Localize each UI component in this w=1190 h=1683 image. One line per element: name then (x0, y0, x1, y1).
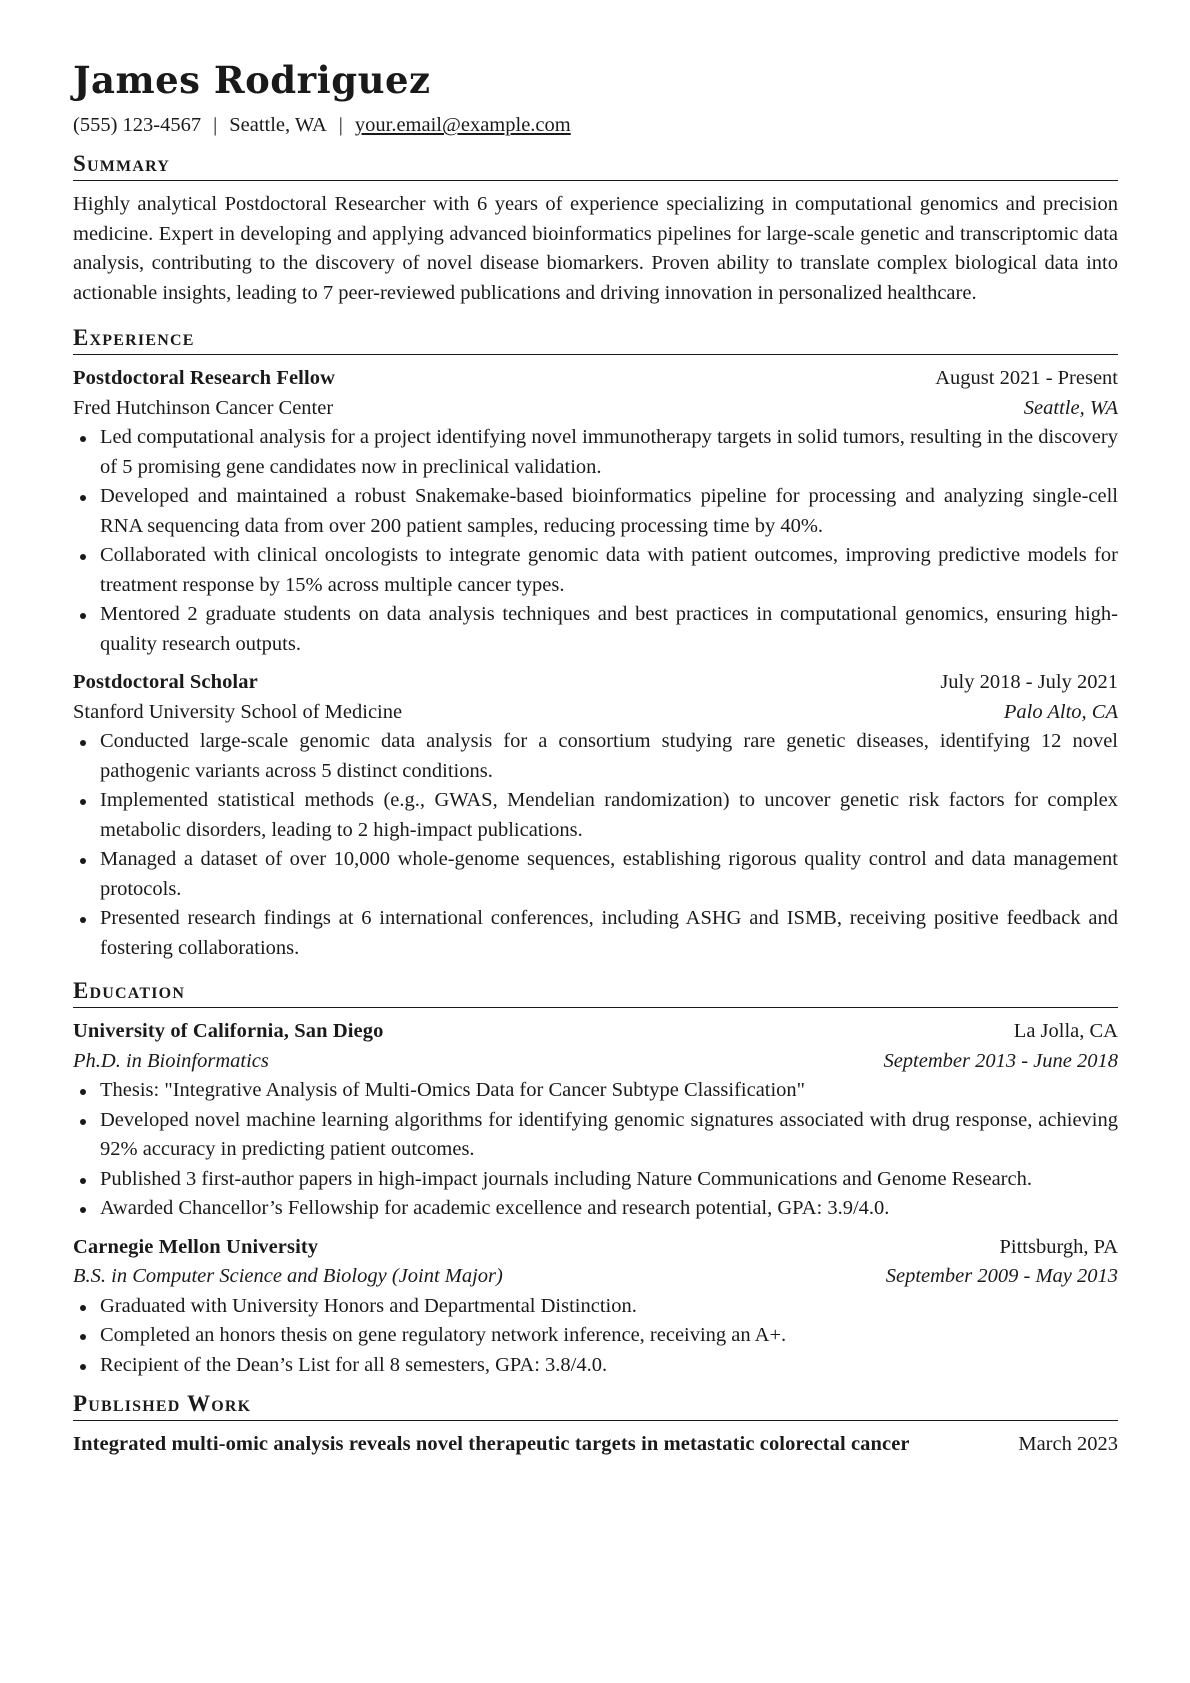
organization: Fred Hutchinson Cancer Center (73, 396, 334, 419)
list-item (73, 1106, 1118, 1165)
list-item (73, 1351, 1118, 1381)
location: Seattle, WA (229, 114, 327, 136)
list-item (73, 600, 1118, 659)
achievement-list (73, 423, 1118, 659)
list-item-text: Awarded Chancellor’s Fellowship for academic excellence and research potential, GPA: 3.9/4.0. (100, 1197, 890, 1219)
list-item-text: Presented research findings at 6 international conferences, including ASHG and ISMB, receiving positive feedback and fostering collaborations. (100, 907, 1118, 959)
experience-org-row (73, 394, 1118, 424)
list-item-text: Published 3 first-author papers in high-impact journals including Nature Communications and Genome Research. (100, 1167, 1032, 1190)
bullet-icon (80, 495, 86, 501)
bullet-icon (80, 917, 86, 923)
bullet-icon (80, 436, 86, 442)
bullet-icon (80, 1305, 86, 1311)
school-name: Carnegie Mellon University (73, 1235, 319, 1258)
school-name: University of California, San Diego (73, 1020, 384, 1042)
bullet-icon (80, 613, 86, 619)
bullet-icon (80, 740, 86, 746)
publication-title: Integrated multi-omic analysis reveals novel therapeutic targets in metastatic colorectal cancer (73, 1433, 910, 1455)
list-item (73, 423, 1118, 482)
list-item-text: Collaborated with clinical oncologists to integrate genomic data with patient outcomes, improving predictive models for treatment response by 15% across multiple cancer types. (100, 544, 1118, 596)
job-location: Seattle, WA (1023, 396, 1118, 419)
section-title-education: Education (73, 977, 1118, 1008)
organization: Stanford University School of Medicine (73, 700, 403, 723)
education-entry (73, 1017, 1118, 1224)
section-title-summary: Summary (73, 150, 1118, 181)
list-item-text: Mentored 2 graduate students on data analysis techniques and best practices in computational genomics, ensuring high-quality research outputs. (100, 603, 1118, 655)
list-item-text: Managed a dataset of over 10,000 whole-genome sequences, establishing rigorous quality control and data management protocols. (100, 848, 1118, 900)
education-header-row (73, 1017, 1118, 1047)
list-item-text: Developed and maintained a robust Snakemake-based bioinformatics pipeline for processing and analyzing single-cell RNA sequencing data from over 200 patient samples, reducing processing time by 40%. (100, 485, 1118, 537)
bullet-icon (80, 1364, 86, 1370)
education-degree-row (73, 1262, 1118, 1292)
list-item (73, 1076, 1118, 1106)
list-item-text: Implemented statistical methods (e.g., GWAS, Mendelian randomization) to uncover genetic risk factors for complex metabolic disorders, leading to 2 high-impact publications. (100, 789, 1118, 841)
list-item (73, 1194, 1118, 1224)
publication-date: March 2023 (1018, 1433, 1118, 1455)
list-item-text: Recipient of the Dean’s List for all 8 semesters, GPA: 3.8/4.0. (100, 1353, 608, 1376)
list-item-text: Thesis: "Integrative Analysis of Multi-Omics Data for Cancer Subtype Classification" (100, 1079, 806, 1101)
list-item (73, 727, 1118, 786)
list-item-text: Graduated with University Honors and Departmental Distinction. (100, 1294, 637, 1317)
contact-separator: | (338, 114, 343, 136)
experience-entry (73, 364, 1118, 659)
list-item (73, 786, 1118, 845)
section-title-experience: Experience (73, 324, 1118, 355)
experience-header-row (73, 668, 1118, 698)
email-link[interactable]: your.email@example.com (354, 114, 571, 136)
job-title: Postdoctoral Scholar (73, 671, 258, 693)
job-dates: July 2018 - July 2021 (940, 671, 1118, 693)
education-detail-list (73, 1076, 1118, 1224)
experience-entry (73, 668, 1118, 963)
education-header-row (73, 1233, 1118, 1263)
section-title-published-work: Published Work (73, 1390, 1118, 1421)
bullet-icon (80, 1119, 86, 1125)
summary-text: Highly analytical Postdoctoral Researcher with 6 years of experience specializing in computational genomics and precision medicine. Expert in developing and applying advanced bioinformatics pipelines for large-scale genetic and transcriptomic data analysis, contributing to the discovery of novel disease biomarkers. Proven ability to translate complex biological data into actionable insights, leading to 7 peer-reviewed publications and driving innovation in personalized healthcare. (73, 193, 1118, 304)
list-item (73, 904, 1118, 963)
job-title: Postdoctoral Research Fellow (73, 367, 336, 389)
education-dates: September 2013 - June 2018 (883, 1049, 1118, 1072)
education-dates: September 2009 - May 2013 (885, 1265, 1118, 1287)
publication-entry (73, 1430, 1118, 1460)
list-item (73, 1321, 1118, 1351)
school-location: Pittsburgh, PA (999, 1235, 1118, 1258)
phone-number: (555) 123-4567 (73, 114, 202, 136)
bullet-icon (80, 1178, 86, 1184)
list-item-text: Completed an honors thesis on gene regulatory network inference, receiving an A+. (100, 1324, 787, 1346)
bullet-icon (80, 1207, 86, 1213)
education-detail-list (73, 1292, 1118, 1381)
list-item (73, 1292, 1118, 1322)
bullet-icon (80, 1334, 86, 1340)
bullet-icon (80, 554, 86, 560)
list-item-text: Led computational analysis for a project identifying novel immunotherapy targets in solid tumors, resulting in the discovery of 5 promising gene candidates now in preclinical validation. (100, 426, 1118, 478)
list-item-text: Conducted large-scale genomic data analysis for a consortium studying rare genetic diseases, identifying 12 novel pathogenic variants across 5 distinct conditions. (100, 730, 1118, 782)
contact-line (73, 112, 1118, 138)
contact-separator: | (213, 114, 218, 136)
bullet-icon (80, 1089, 86, 1095)
bullet-icon (80, 799, 86, 805)
job-dates: August 2021 - Present (935, 367, 1118, 389)
list-item (73, 845, 1118, 904)
education-entry (73, 1233, 1118, 1381)
list-item-text: Developed novel machine learning algorithms for identifying genomic signatures associated with drug response, achieving 92% accuracy in predicting patient outcomes. (100, 1108, 1118, 1160)
candidate-name: James Rodriguez (73, 58, 431, 102)
degree: Ph.D. in Bioinformatics (73, 1049, 269, 1072)
list-item (73, 541, 1118, 600)
list-item (73, 1165, 1118, 1195)
achievement-list (73, 727, 1118, 963)
education-degree-row (73, 1047, 1118, 1077)
list-item (73, 482, 1118, 541)
experience-org-row (73, 698, 1118, 728)
job-location: Palo Alto, CA (1003, 700, 1118, 723)
degree: B.S. in Computer Science and Biology (Joint Major) (73, 1265, 503, 1287)
experience-header-row (73, 364, 1118, 394)
school-location: La Jolla, CA (1013, 1020, 1118, 1042)
bullet-icon (80, 858, 86, 864)
